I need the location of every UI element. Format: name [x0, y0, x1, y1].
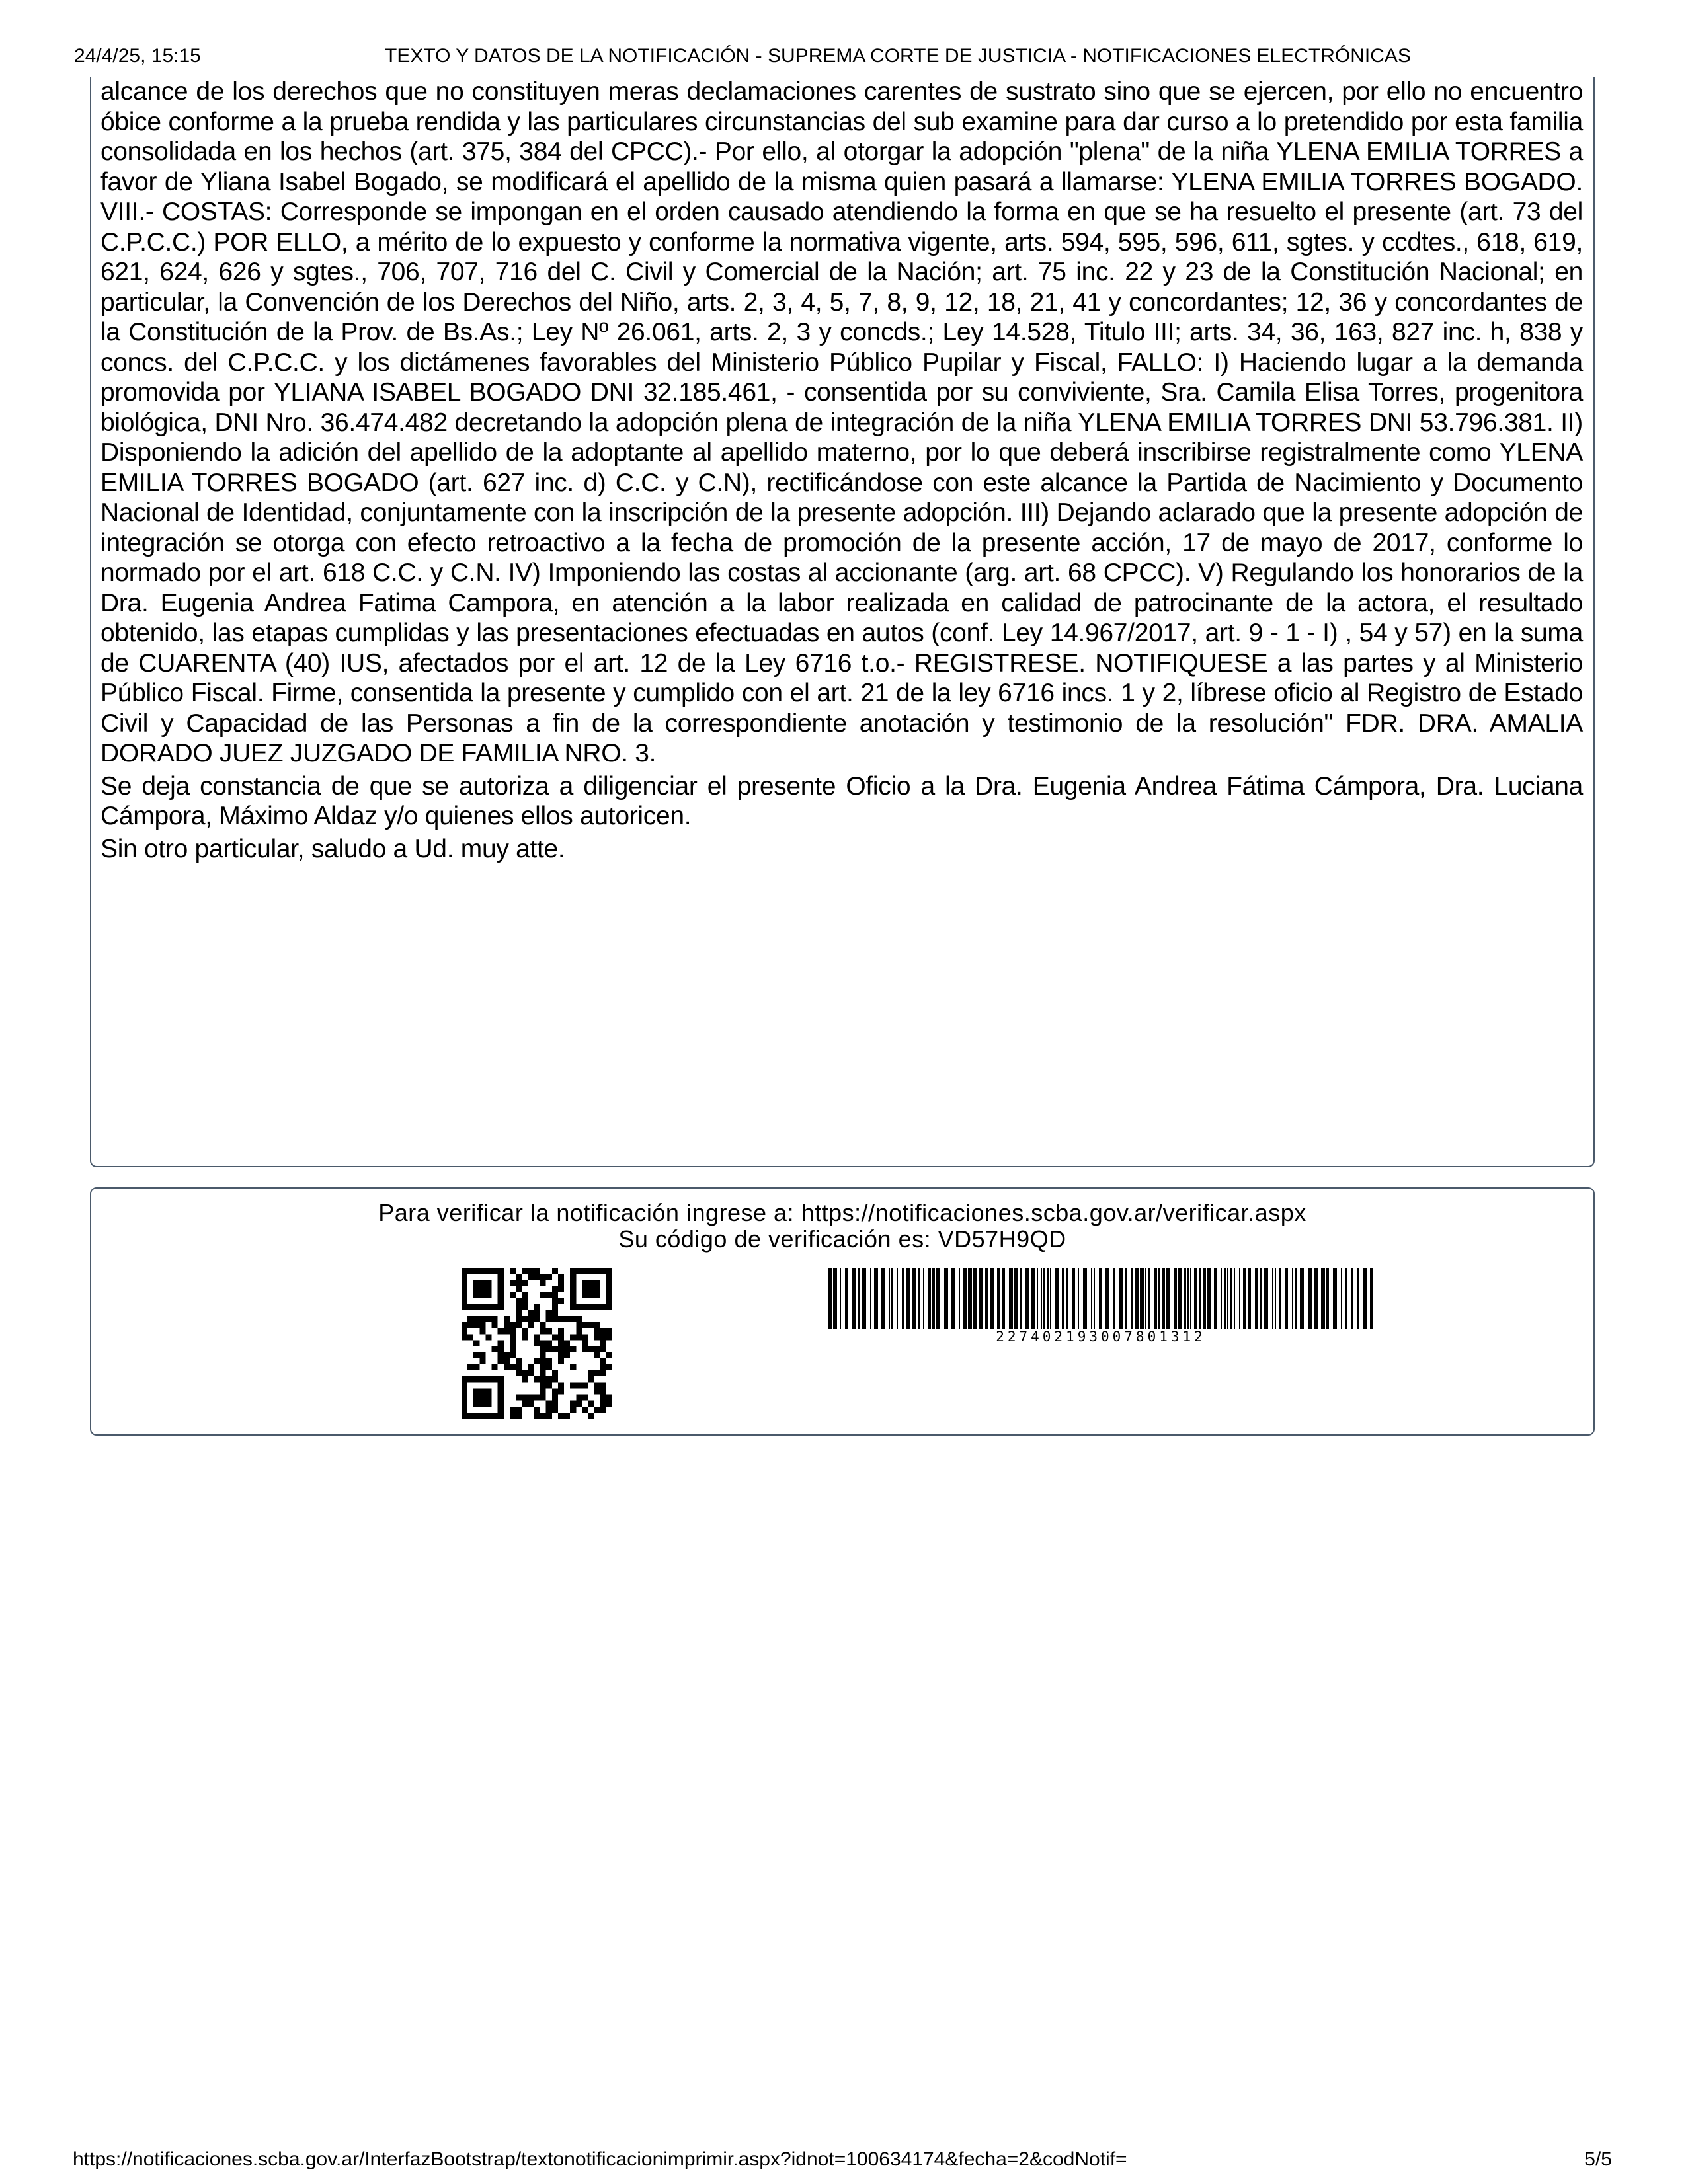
- notification-paragraph-authorization: Se deja constancia de que se autoriza a diligenciar el presente Oficio a la Dra. Eugenia Andrea Fátima Cámpora, Dra. Luciana Cámpora, Máximo Aldaz y/o quienes ellos autoricen.: [100, 771, 1583, 830]
- page-number: 5/5: [1584, 2148, 1612, 2170]
- footer-url: https://notificaciones.scba.gov.ar/InterfazBootstrap/textonotificacionimprimir.aspx?idnot=100634174&fecha=2&codNotif=: [73, 2148, 1127, 2170]
- barcode-number: 227402193007801312: [996, 1329, 1206, 1345]
- page-header-title: TEXTO Y DATOS DE LA NOTIFICACIÓN - SUPREMA CORTE DE JUSTICIA - NOTIFICACIONES ELECTRÓNICAS: [385, 45, 1411, 67]
- verification-url-text: Para verificar la notificación ingrese a: https://notificaciones.scba.gov.ar/verificar.aspx: [378, 1199, 1306, 1226]
- print-datetime: 24/4/25, 15:15: [74, 45, 201, 67]
- notification-text-box: [90, 77, 1595, 1167]
- qr-code-icon: [462, 1268, 612, 1419]
- notification-paragraph-closing: Sin otro particular, saludo a Ud. muy atte.: [100, 834, 565, 863]
- barcode-icon: [826, 1268, 1375, 1329]
- verification-box: [90, 1187, 1595, 1436]
- notification-paragraph-resolution: alcance de los derechos que no constituyen meras declamaciones carentes de sustrato sino que se ejercen, por ello no encuentro óbice conforme a la prueba rendida y las particulares circunstancias del sub examine para dar curso a lo pretendido por esta familia consolidada en los hechos (art. 375, 384 del CPCC).- Por ello, al otorgar la adopción "plena" de la niña YLENA EMILIA TORRES a favor de Yliana Isabel Bogado, se modificará el apellido de la misma quien pasará a llamarse: YLENA EMILIA TORRES BOGADO. VIII.- COSTAS: Corresponde se impongan en el orden causado atendiendo la forma en que se ha resuelto el presente (art. 73 del C.P.C.C.) POR ELLO, a mérito de lo expuesto y conforme la normativa vigente, arts. 594, 595, 596, 611, sgtes. y ccdtes., 618, 619, 621, 624, 626 y sgtes., 706, 707, 716 del C. Civil y Comercial de la Nación; art. 75 inc. 22 y 23 de la Constitución Nacional; en particular, la Convención de los Derechos del Niño, arts. 2, 3, 4, 5, 7, 8, 9, 12, 18, 21, 41 y concordantes; 12, 36 y concordantes de la Constitución de la Prov. de Bs.As.; Ley Nº 26.061, arts. 2, 3 y concds.; Ley 14.528, Titulo III; arts. 34, 36, 163, 827 inc. h, 838 y concs. del C.P.C.C. y los dictámenes favorables del Ministerio Público Pupilar y Fiscal, FALLO: I) Haciendo lugar a la demanda promovida por YLIANA ISABEL BOGADO DNI 32.185.461, - consentida por su conviviente, Sra. Camila Elisa Torres, progenitora biológica, DNI Nro. 36.474.482 decretando la adopción plena de integración de la niña YLENA EMILIA TORRES DNI 53.796.381. II) Disponiendo la adición del apellido de la adoptante al apellido materno, por lo que deberá inscribirse registralmente como YLENA EMILIA TORRES BOGADO (art. 627 inc. d) C.C. y C.N), rectificándose con este alcance la Partida de Nacimiento y Documento Nacional de Identidad, conjuntamente con la inscripción de la presente adopción. III) Dejando aclarado que la presente adopción de integración se otorga con efecto retroactivo a la fecha de promoción de la presente acción, 17 de mayo de 2017, conforme lo normado por el art. 618 C.C. y C.N. IV) Imponiendo las costas al accionante (arg. art. 68 CPCC). V) Regulando los honorarios de la Dra. Eugenia Andrea Fatima Campora, en atención a la labor realizada en calidad de patrocinante de la actora, el resultado obtenido, las etapas cumplidas y las presentaciones efectuadas en autos (conf. Ley 14.967/2017, art. 9 - 1 - I) , 54 y 57) en la suma de CUARENTA (40) IUS, afectados por el art. 12 de la Ley 6716 t.o.- REGISTRESE. NOTIFIQUESE a las partes y al Ministerio Público Fiscal. Firme, consentida la presente y cumplido con el art. 21 de la ley 6716 incs. 1 y 2, líbrese oficio al Registro de Estado Civil y Capacidad de las Personas a fin de la correspondiente anotación y testimonio de la resolución" FDR. DRA. AMALIA DORADO JUEZ JUZGADO DE FAMILIA NRO. 3.: [100, 77, 1583, 767]
- verification-code-text: Su código de verificación es: VD57H9QD: [618, 1226, 1066, 1253]
